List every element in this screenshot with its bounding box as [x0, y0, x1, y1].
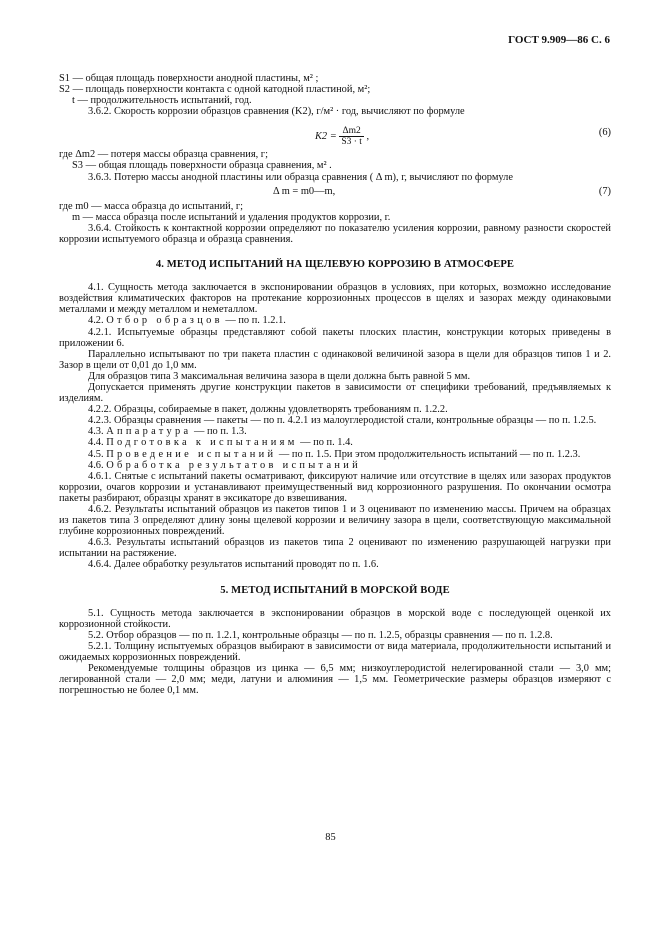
paragraph-5-2-1-b: Рекомендуемые толщины образцов из цинка — 6,5 мм; низкоуглеродистой нелегированной стали — 3,0 мм; легированной стали — 2,0 мм; меди, латуни и алюминия — 1,5 мм. Геометрические размеры образцов измеряют с погрешностью не более 0,1 мм. [59, 663, 611, 697]
paragraph-4-2-heading: Отбор образцов [106, 315, 223, 327]
paragraph-4-5-tail: — по п. 1.5. При этом продолжительность испытаний — по п. 1.2.3. [276, 448, 581, 460]
definition-m0: где m0 — масса образца до испытаний, г; [59, 200, 244, 212]
paragraph-3-6-3: 3.6.3. Потерю массы анодной пластины или образца сравнения ( Δ m), г, вычисляют по формуле [88, 171, 513, 183]
paragraph-4-5-heading: Проведение испытаний [106, 448, 277, 460]
paragraph-5-1: 5.1. Сущность метода заключается в экспонировании образцов в морской воде с последующей оценкой их коррозионной стойкости. [59, 607, 611, 630]
formula-6-fraction [339, 126, 364, 147]
section-4-title: 4. МЕТОД ИСПЫТАНИЙ НА ЩЕЛЕВУЮ КОРРОЗИЮ В АТМОСФЕРЕ [155, 259, 515, 271]
paragraph-4-2-tail: — по п. 1.2.1. [222, 315, 286, 327]
section-5-title: 5. МЕТОД ИСПЫТАНИЙ В МОРСКОЙ ВОДЕ [220, 584, 450, 596]
paragraph-4-6-number: 4.6. [88, 459, 104, 471]
formula-6-denominator: S3 · t [341, 137, 362, 148]
definition-s2: S2 — площадь поверхности контакта с одной катодной пластиной, м²; [59, 84, 371, 96]
paragraph-4-2-1: 4.2.1. Испытуемые образцы представляют собой пакеты плоских пластин, конструкции которых приведены в приложении 6. [59, 326, 611, 349]
paragraph-4-2 [59, 315, 611, 326]
formula-7 [59, 184, 611, 200]
paragraph-4-2-1-d: Допускается применять другие конструкции пакетов в зависимости от специфики требований, предъявляемых к изделиям. [59, 381, 611, 405]
formula-6-lhs: K2 = [315, 131, 340, 143]
page-header: ГОСТ 9.909—86 С. 6 [508, 34, 610, 46]
paragraph-4-4-tail: — по п. 1.4. [297, 437, 353, 449]
formula-6 [59, 119, 611, 147]
formula-6-number: (6) [598, 127, 611, 139]
paragraph-4-6-3: 4.6.3. Результаты испытаний образцов из пакетов типа 2 оценивают по изменению разрушающей нагрузки при испытании на растяжение. [59, 537, 611, 560]
page-number: 85 [325, 832, 336, 843]
paragraph-4-6-1: 4.6.1. Снятые с испытаний пакеты осматривают, фиксируют наличие или отсутствие в щелях или зазорах продуктов коррозии, очагов коррозии и устанавливают преимущественный вид коррозионного разрушения. По окончании осмотра пакеты разбирают, образцы хранят в эксикаторе до взвешивания. [59, 470, 611, 504]
paragraph-4-6-4: 4.6.4. Далее обработку результатов испытаний проводят по п. 1.6. [88, 559, 379, 571]
paragraph-4-5 [59, 449, 611, 460]
paragraph-4-3-tail: — по п. 1.3. [191, 426, 247, 438]
paragraph-4-2-3: 4.2.3. Образцы сравнения — пакеты — по п. 4.2.1 из малоуглеродистой стали, контрольные образцы — по п. 1.2.5. [88, 415, 597, 427]
formula-6-numerator: Δm2 [339, 126, 364, 137]
definition-dm2: где Δm2 — потеря массы образца сравнения, г; [59, 149, 268, 161]
paragraph-3-6-2: 3.6.2. Скорость коррозии образцов сравнения (K2), г/м² · год, вычисляют по формуле [88, 106, 465, 118]
definition-s1: S1 — общая площадь поверхности анодной пластины, м² ; [59, 73, 319, 84]
page-content [59, 73, 611, 696]
formula-7-number: (7) [598, 185, 611, 197]
formula-6-tail: , [363, 131, 370, 143]
definition-s3: S3 — общая площадь поверхности образца сравнения, м² . [72, 160, 332, 172]
paragraph-4-4-number: 4.4. [88, 437, 104, 449]
paragraph-4-5-number: 4.5. [88, 448, 104, 460]
paragraph-4-1: 4.1. Сущность метода заключается в экспонировании образцов в условиях, при которых, возможно исследование воздействия климатических факторов на протекание коррозионных процессов в щелях и зазорах между одинаковыми металлами и между металлом и неметаллом. [59, 282, 611, 316]
paragraph-4-2-1-c: Для образцов типа 3 максимальная величина зазора в щели должна быть равной 5 мм. [88, 370, 471, 382]
paragraph-5-2: 5.2. Отбор образцов — по п. 1.2.1, контрольные образцы — по п. 1.2.5, образцы сравнения — по п. 1.2.8. [88, 629, 553, 641]
paragraph-4-2-number: 4.2. [88, 315, 104, 327]
paragraph-4-3 [59, 426, 611, 437]
formula-7-expression: Δ m = m0—m, [273, 185, 336, 197]
paragraph-3-6-4: 3.6.4. Стойкость к контактной коррозии определяют по показателю усиления коррозии, равному разности скоростей коррозии испытуемого образца и образца сравнения. [59, 222, 611, 245]
paragraph-4-4 [59, 437, 611, 448]
paragraph-4-6 [59, 460, 611, 471]
paragraph-4-6-2: 4.6.2. Результаты испытаний образцов из пакетов типов 1 и 3 оценивают по изменению массы. Причем на образцах из пакетов типа 3 определяют длину зоны щелевой коррозии и величину зазора в щели, соответствующую максимальной глубине коррозионных повреждений. [59, 504, 611, 538]
definition-t: t — продолжительность испытаний, год. [72, 95, 252, 107]
paragraph-4-4-heading: Подготовка к испытаниям [106, 437, 298, 449]
paragraph-4-6-heading: Обработка результатов испытаний [106, 459, 361, 471]
formula-6-expression [315, 126, 369, 147]
definition-m: m — масса образца после испытаний и удаления продуктов коррозии, г. [72, 211, 391, 223]
paragraph-4-3-number: 4.3. [88, 426, 104, 438]
paragraph-4-2-1-b: Параллельно испытывают по три пакета пластин с одинаковой величиной зазора в щели для образцов типов 1 и 2. Зазор в щели от 0,01 до 1,0 мм. [59, 348, 611, 371]
paragraph-4-3-heading: Аппаратура [106, 426, 192, 438]
paragraph-5-2-1: 5.2.1. Толщину испытуемых образцов выбирают в зависимости от вида материала, продолжительности испытаний и ожидаемых коррозионных повреждений. [59, 640, 611, 664]
paragraph-4-2-2: 4.2.2. Образцы, собираемые в пакет, должны удовлетворять требованиям п. 1.2.2. [88, 404, 448, 416]
